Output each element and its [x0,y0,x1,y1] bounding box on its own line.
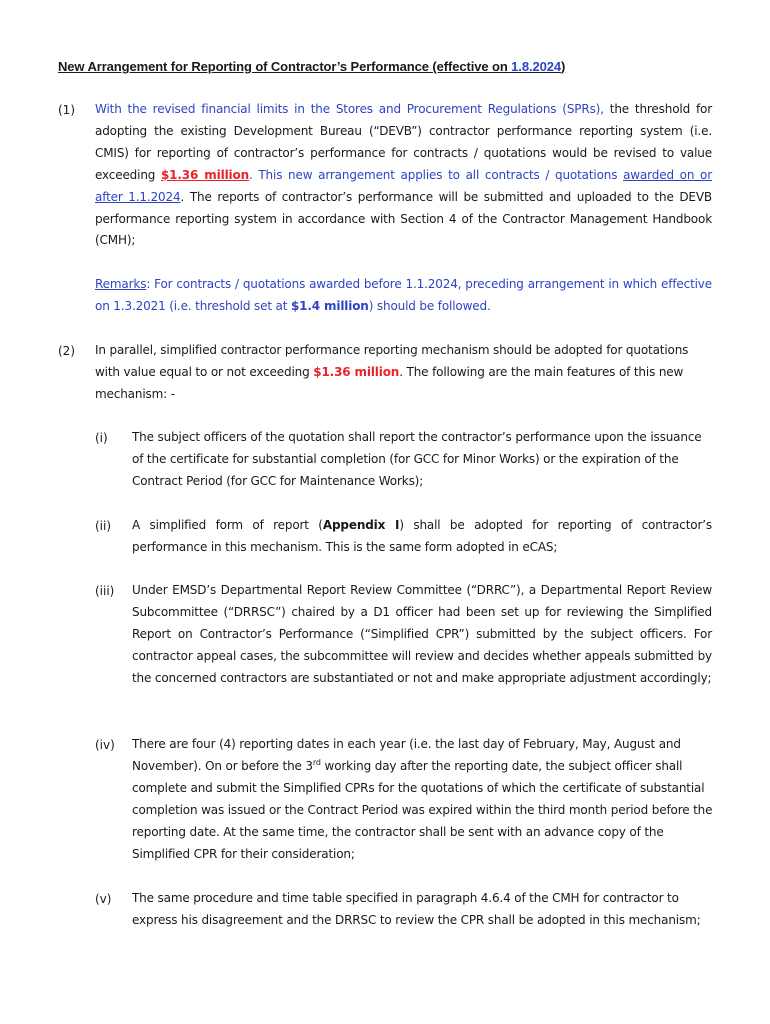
subitem-ii-text-a: A simplified form of report ( [132,518,323,532]
remarks-label: Remarks [95,277,147,291]
subitem-iv-text-b: working day after the reporting date, the subject officer shall complete and submit the Simplified CPRs for the quotations of which the certificate of substantial completion was issued or the Contract Period was expired within the third month period before the reporting date. At the same time, the contractor shall be sent with an advance copy of the Simplified CPR for their consideration; [132,758,713,861]
item-2-text-a: In parallel, simplified contractor performance reporting mechanism should be adopted for quotations with value equal to or not exceeding [95,343,689,379]
title-close: ) [560,59,566,74]
subitem-iv-superscript: rd [312,757,321,767]
item-1-text-a: the threshold for adopting the existing Development Bureau (“DEVB”) contractor performance reporting system (i.e. CMIS) for reporting of contractor’s performance for contracts / quotations would be revised to value exceeding [95,102,713,182]
subitem-iv-number: (iv) [95,738,115,752]
subitem-ii-number: (ii) [95,519,112,533]
subitem-iii-text: Under EMSD’s Departmental Report Review Committee (“DRRC”), a Departmental Report Review Subcommittee (“DRRSC”) chaired by a D1 officer had been set up for reviewing the Simplified Report on Contractor’s Performance (“Simplified CPR”) submitted by the subject officers. For contractor appeal cases, the subcommittee will review and decides whether appeals submitted by the concerned contractors are substantiated or not and make appropriate adjustment accordingly; [132,583,712,685]
item-1-amount: $1.36 million [160,167,249,182]
subitem-ii-text-b: ) shall be adopted for reporting of contractor’s performance in this mechanism. This is the same form adopted in eCAS; [132,518,712,554]
title-date: 1.8.2024 [511,59,561,74]
remarks-text-a: : For contracts / quotations awarded before 1.1.2024, preceding arrangement in which effective on 1.3.2021 (i.e. threshold set at [95,277,712,313]
subitem-i-text: The subject officers of the quotation shall report the contractor’s performance upon the issuance of the certificate for substantial completion (for GCC for Minor Works) or the expiration of the Contract Period (for GCC for Maintenance Works); [132,430,702,488]
subitem-iv-text-a: There are four (4) reporting dates in each year (i.e. the last day of February, May, August and November). On or before the 3 [132,737,681,773]
subitem-ii-appendix: Appendix I [322,518,400,532]
remarks-text-b: ) should be followed. [368,298,491,313]
subitem-i-number: (i) [95,431,108,445]
title-main: New Arrangement for Reporting of Contractor’s Performance (effective on [58,59,512,74]
remarks-amount: $1.4 million [290,298,369,313]
item-2-text-b: . The following are the main features of this new mechanism: - [95,364,684,401]
subitem-ii-paragraph [132,515,712,559]
item-1-awarded: awarded on or after 1.1.2024 [95,167,712,204]
remarks-paragraph [95,274,712,318]
subitem-v-number: (v) [95,892,112,906]
item-1-text-b: . This new arrangement applies to all contracts / quotations [248,167,624,182]
item-1-number: (1) [58,103,75,117]
subitem-iii-number: (iii) [95,584,115,598]
item-2-amount: $1.36 million [313,364,400,379]
subitem-v-text: The same procedure and time table specified in paragraph 4.6.4 of the CMH for contractor to express his disagreement and the DRRSC to review the CPR shall be adopted in this mechanism; [132,891,701,927]
item-1-intro: With the revised financial limits in the Stores and Procurement Regulations (SPRs), [95,102,604,116]
item-1-paragraph [95,99,712,252]
subitem-iv-paragraph [132,734,714,865]
item-2-number: (2) [58,344,75,358]
document-title [58,59,565,74]
item-2-paragraph [95,340,713,406]
item-1-text-c: . The reports of contractor’s performance will be submitted and uploaded to the DEVB performance reporting system in accordance with Section 4 of the Contractor Management Handbook (CMH); [95,189,712,248]
